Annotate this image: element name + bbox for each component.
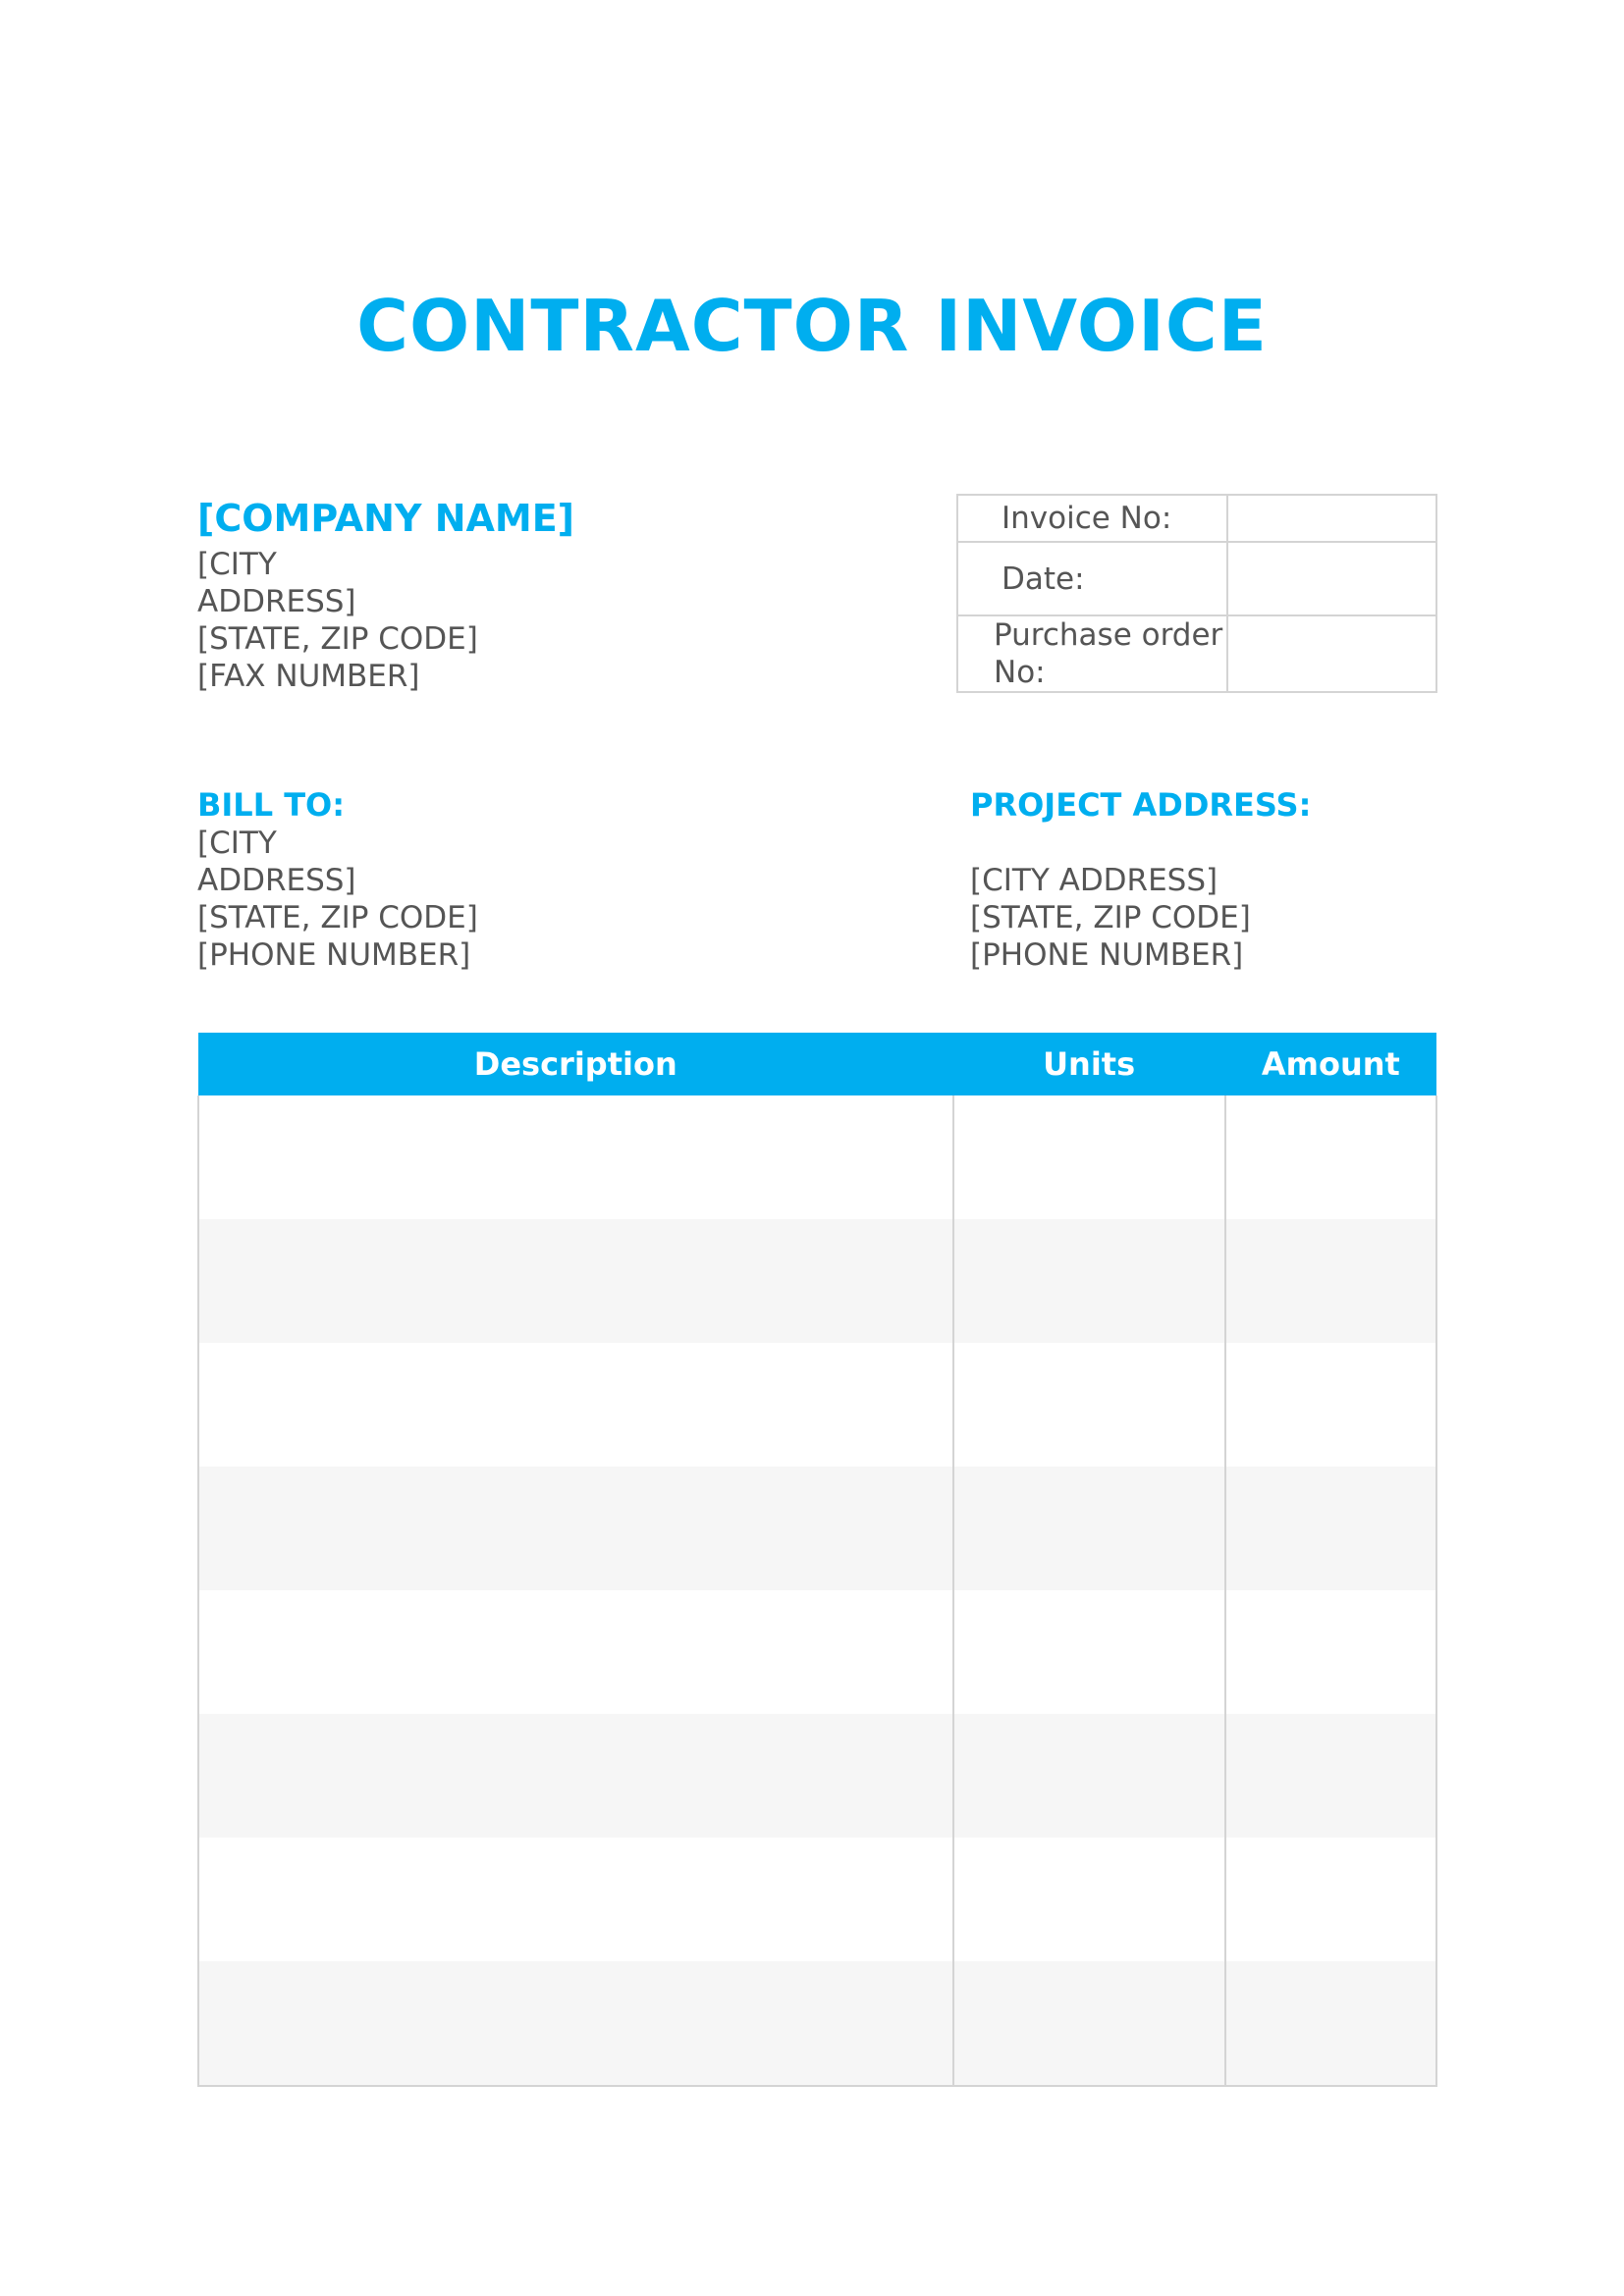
project-address-block bbox=[970, 785, 1311, 974]
document-title: CONTRACTOR INVOICE bbox=[356, 285, 1268, 367]
date-row bbox=[957, 542, 1436, 615]
row-amount[interactable] bbox=[1225, 1961, 1436, 2086]
project-state-zip: [STATE, ZIP CODE] bbox=[970, 900, 1251, 935]
table-row bbox=[198, 1590, 1436, 1714]
table-row bbox=[198, 1095, 1436, 1219]
row-description[interactable] bbox=[198, 1219, 953, 1343]
po-value[interactable] bbox=[1227, 615, 1436, 692]
table-row bbox=[198, 1343, 1436, 1467]
row-amount[interactable] bbox=[1225, 1343, 1436, 1467]
row-units[interactable] bbox=[953, 1095, 1225, 1219]
row-description[interactable] bbox=[198, 1095, 953, 1219]
bill-to-block bbox=[197, 785, 478, 974]
company-name: [COMPANY NAME] bbox=[197, 497, 575, 540]
table-row bbox=[198, 1838, 1436, 1961]
project-address-spacer bbox=[970, 825, 1311, 862]
row-description[interactable] bbox=[198, 1343, 953, 1467]
po-row bbox=[957, 615, 1436, 692]
row-amount[interactable] bbox=[1225, 1467, 1436, 1590]
row-description[interactable] bbox=[198, 1467, 953, 1590]
date-label: Date: bbox=[957, 542, 1227, 615]
table-row bbox=[198, 1961, 1436, 2086]
po-label: Purchase order No: bbox=[957, 615, 1227, 692]
row-amount[interactable] bbox=[1225, 1714, 1436, 1838]
invoice-no-value[interactable] bbox=[1227, 495, 1436, 542]
row-units[interactable] bbox=[953, 1961, 1225, 2086]
project-address-title: PROJECT ADDRESS: bbox=[970, 786, 1312, 824]
bill-to-city-address: [CITY ADDRESS] bbox=[197, 826, 356, 898]
table-row bbox=[198, 1467, 1436, 1590]
invoice-no-label: Invoice No: bbox=[957, 495, 1227, 542]
bill-to-title: BILL TO: bbox=[197, 786, 346, 824]
row-description[interactable] bbox=[198, 1714, 953, 1838]
row-description[interactable] bbox=[198, 1590, 953, 1714]
company-block bbox=[197, 491, 669, 695]
invoice-no-row bbox=[957, 495, 1436, 542]
company-city-address: [CITY ADDRESS] bbox=[197, 547, 356, 619]
row-description[interactable] bbox=[198, 1838, 953, 1961]
date-value[interactable] bbox=[1227, 542, 1436, 615]
line-items-table bbox=[197, 1033, 1437, 2087]
row-units[interactable] bbox=[953, 1343, 1225, 1467]
company-state-zip: [STATE, ZIP CODE] bbox=[197, 621, 478, 657]
row-description[interactable] bbox=[198, 1961, 953, 2086]
header-description: Description bbox=[198, 1033, 953, 1095]
table-header-row bbox=[198, 1033, 1436, 1095]
project-phone: [PHONE NUMBER] bbox=[970, 937, 1244, 973]
row-units[interactable] bbox=[953, 1219, 1225, 1343]
row-units[interactable] bbox=[953, 1467, 1225, 1590]
row-amount[interactable] bbox=[1225, 1219, 1436, 1343]
table-row bbox=[198, 1714, 1436, 1838]
row-units[interactable] bbox=[953, 1590, 1225, 1714]
company-fax: [FAX NUMBER] bbox=[197, 659, 420, 694]
project-city-address: [CITY ADDRESS] bbox=[970, 863, 1218, 898]
row-amount[interactable] bbox=[1225, 1590, 1436, 1714]
row-units[interactable] bbox=[953, 1714, 1225, 1838]
row-amount[interactable] bbox=[1225, 1838, 1436, 1961]
bill-to-phone: [PHONE NUMBER] bbox=[197, 937, 471, 973]
bill-to-state-zip: [STATE, ZIP CODE] bbox=[197, 900, 478, 935]
header-amount: Amount bbox=[1225, 1033, 1436, 1095]
table-row bbox=[198, 1219, 1436, 1343]
invoice-meta-table bbox=[956, 494, 1437, 693]
header-units: Units bbox=[953, 1033, 1225, 1095]
row-amount[interactable] bbox=[1225, 1095, 1436, 1219]
row-units[interactable] bbox=[953, 1838, 1225, 1961]
